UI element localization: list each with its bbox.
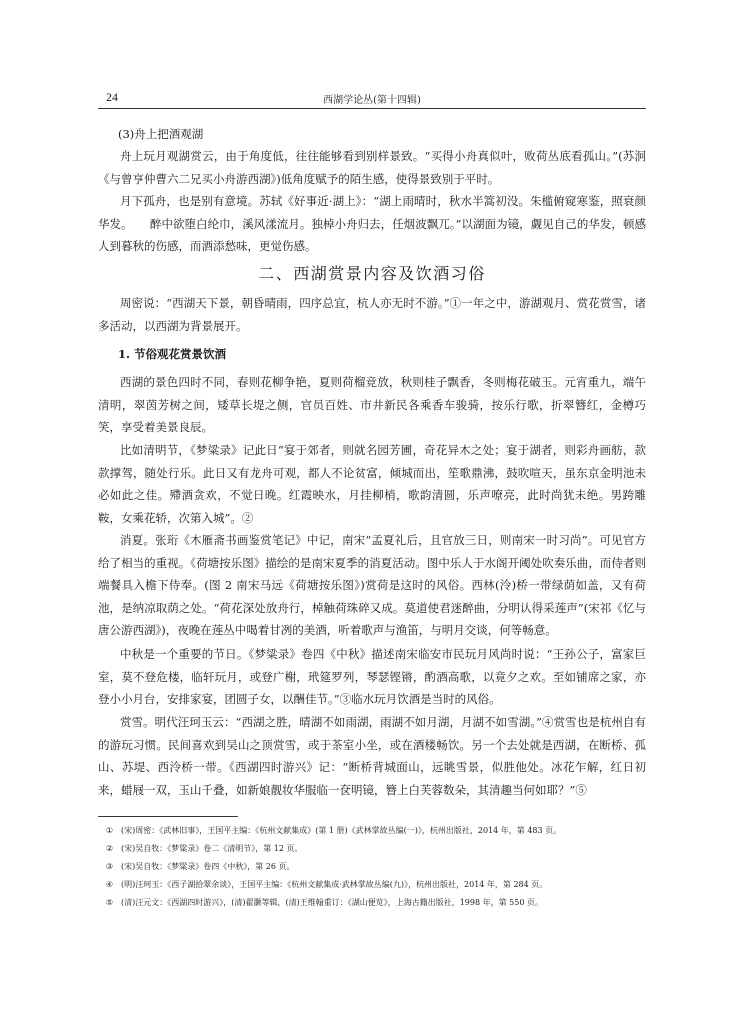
section-heading: 二、西湖赏景内容及饮酒习俗 <box>258 264 486 283</box>
paragraph: 舟上玩月观湖赏云，由于角度低，往往能够看到别样景致。“买得小舟真似叶，败荷丛底看孤山。”(苏泂《与曾亨仲曹六二兄买小舟游西湖》)低角度赋予的陌生感，使得景致别于平时。 <box>98 149 646 186</box>
paragraph: 月下孤舟，也是别有意境。苏轼《好事近·湖上》：“湖上雨晴时，秋水半篙初没。朱槛俯窥寒鉴，照衰颜华发。 醉中欲堕白纶巾，溪风漾流月。独棹小舟归去，任烟波飘兀。”以湖面为镜，觑见自己的华发，顿感人到暮秋的伤感，而酒添愁味，更觉伤感。 <box>98 194 646 254</box>
subsection-heading-1: 1. 节俗观花赏景饮酒 <box>118 347 227 361</box>
footnote-mark: ① <box>105 826 114 835</box>
running-header <box>98 90 646 104</box>
subsection-heading-3: (3)舟上把酒观湖 <box>118 127 204 141</box>
paragraph: 周密说：“西湖天下景，朝昏晴雨，四序总宜，杭人亦无时不游。”①一年之中，游湖观月、赏花赏雪，诸多活动，以西湖为背景展开。 <box>98 296 646 333</box>
paragraph: 消夏。张珩《木雁斋书画鉴赏笔记》中记，南宋“孟夏礼后，且官放三日，则南宋一时习尚”。可见官方给了相当的重视。《荷塘按乐图》描绘的是南宋夏季的消夏活动。图中乐人于水阁开阈处吹奏乐曲，而侍者则端餐具入檐下侍奉。(图 2 南宋马远《荷塘按乐图》)赏荷是这时的风俗。西林(泠)桥一带绿荫如盖，又有荷池，是纳凉取荫之处。“荷花深处放舟行，棹触荷珠碎又成。莫道使君迷醉曲，分明认得采莲声”(宋祁《忆与唐公游西湖》)，夜晚在莲丛中喝着甘冽的美酒，听着歌声与渔笛，与明月交谈，何等畅意。 <box>98 533 646 638</box>
footnote-mark: ② <box>105 844 114 853</box>
footnote-text: (宋)吴自牧：《梦粱录》卷四《中秋》，第 26 页。 <box>121 862 295 871</box>
footnote <box>98 894 658 912</box>
footnote-mark: ④ <box>105 880 114 889</box>
footnote-text: (宋)周密：《武林旧事》，王国平主编：《杭州文献集成》(第 1 册)《武林掌故丛编(一)》，杭州出版社，2014 年，第 483 页。 <box>121 826 562 835</box>
footnote-text: (清)汪元文：《西湖四时游兴》，(清)翟灏等辑，(清)王维翰重订：《湖山便览》，上海古籍出版社，1998 年，第 550 页。 <box>121 898 543 907</box>
footnote <box>98 840 658 858</box>
footnote-mark: ⑤ <box>105 898 114 907</box>
paragraph: 比如清明节，《梦粱录》记此日“宴于郊者，则就名园芳圃，奇花异木之处；宴于湖者，则彩舟画舫，款款撑驾，随处行乐。此日又有龙舟可观，都人不论贫富，倾城而出，笙歌鼎沸，鼓吹喧天，虽东京金明池未必如此之佳。殢酒贪欢，不觉日晚。红霞映水，月挂柳梢，歌韵清圆，乐声嘹亮，此时尚犹未绝。男跨雕鞍，女乘花轿，次第入城”。② <box>98 443 646 525</box>
footnote-rule <box>98 816 238 817</box>
footnote-text: (明)汪珂玉：《西子湖拾翠余谈》，王国平主编：《杭州文献集成·武林掌故丛编(九)》，杭州出版社，2014 年，第 284 页。 <box>121 880 548 889</box>
paragraph: 西湖的景色四时不同，春则花柳争艳，夏则荷榴竞放，秋则桂子飘香，冬则梅花破玉。元宵重九，端午清明，翠茵芳树之间，矮草长堤之侧，官员百姓、市井新民各乘香车骏骑，按乐行歌，折翠簪红，金樽巧笑，享受着美景良辰。 <box>98 375 646 435</box>
footnote <box>98 876 658 894</box>
footnote-mark: ③ <box>105 862 114 871</box>
footnotes <box>98 822 658 912</box>
footnote <box>98 858 658 876</box>
footnote <box>98 822 658 840</box>
footnote-text: (宋)吴自牧：《梦粱录》卷二《清明节》，第 12 页。 <box>121 844 303 853</box>
page-number: 24 <box>106 90 118 104</box>
header-rule <box>98 108 646 109</box>
journal-title: 西湖学论丛(第十四辑) <box>323 95 421 106</box>
paragraph: 赏雪。明代汪珂玉云：“西湖之胜，晴湖不如雨湖，雨湖不如月湖，月湖不如雪湖。”④赏雪也是杭州自有的游玩习惯。民间喜欢到吴山之顶赏雪，或于茶室小坐，或在酒楼畅饮。另一个去处就是西湖，在断桥、孤山、苏堤、西泠桥一带。《西湖四时游兴》记：“断桥背城面山，远眺雪景，似胜他处。冰花乍解，红日初来，蜡屐一双，玉山千叠，如新娘靓妆华服临一奁明镜，簪上白芙蓉数朵，其清趣当何如耶？”⑤ <box>98 715 646 797</box>
paragraph: 中秋是一个重要的节日。《梦粱录》卷四《中秋》描述南宋临安市民玩月风尚时说：“王孙公子，富家巨室，莫不登危楼，临轩玩月，或登广榭，玳筵罗列，琴瑟铿锵，酌酒高歌，以竟夕之欢。至如铺席之家，亦登小小月台，安排家宴，团圆子女，以酬佳节。”③临水玩月饮酒是当时的风俗。 <box>98 647 646 707</box>
